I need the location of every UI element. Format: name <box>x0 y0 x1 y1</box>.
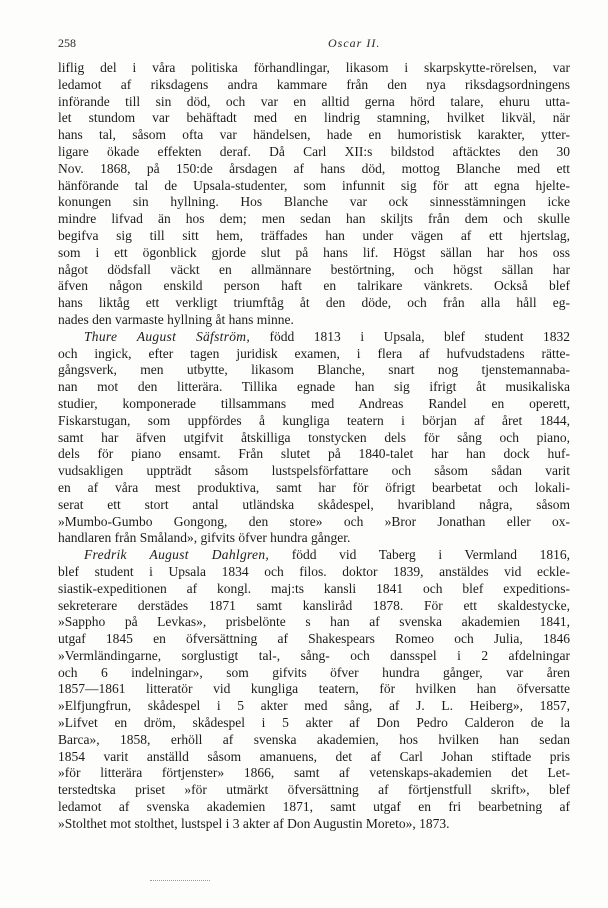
text-line: gångsverk, men utbytte, likasom Blanche, snart nog tjenstemannaba- <box>58 362 570 378</box>
text-line: »Lifvet en dröm, skådespel i 5 akter af Don Pedro Calderon de la <box>58 715 570 731</box>
text-line: som i ett ögonblick gjorde slut på hans lif. Högst sällan har hos oss <box>58 244 570 260</box>
text-line: handlaren från Småland», gifvits öfver hundra gånger. <box>58 530 351 546</box>
running-head: Oscar II. <box>328 36 381 50</box>
text-line: liflig del i våra politiska förhandlingar, likasom i skarpskytte-rörelsen, var <box>58 60 570 75</box>
text-line: sekreterare derstädes 1871 samt kansliråd 1878. För ett skaldestycke, <box>58 597 570 613</box>
page-number: 258 <box>58 36 76 50</box>
footer-rule <box>150 880 210 881</box>
text-line: serat ett stort antal utländska skådespel, hvaribland några, såsom <box>58 496 570 512</box>
text-line: studier, komponerade tillsammans med Andreas Randel en operett, <box>58 395 570 411</box>
text-line: och ingick, efter tagen juridisk examen, i flera af hufvudstadens rätte- <box>58 345 570 361</box>
body-text <box>58 60 570 833</box>
text-line: blef student i Upsala 1834 och filos. doktor 1839, anstäldes vid eckle- <box>58 563 570 579</box>
text-line: införande till sin död, och var en alltid gerna hörd talare, ehuru utta- <box>58 93 570 109</box>
text-line: Fiskarstugan, som uppfördes å kungliga teatern i början af året 1844, <box>58 412 570 428</box>
text-line: Barca», 1858, erhöll af svenska akademien, hos hvilken han sedan <box>58 731 570 747</box>
person-name: Fredrik August Dahlgren, <box>84 547 270 563</box>
text-line: Nov. 1868, på 150:de årsdagen af hans död, mottog Blanche med ett <box>58 160 570 176</box>
text-line: 1854 varit anställd såsom amanuens, det af Carl Johan stiftade pris <box>58 748 570 764</box>
text-line <box>58 547 570 564</box>
text-line: ledamot af svenska akademien 1871, samt utgaf en fri bearbetning af <box>58 799 570 815</box>
text-line: »Elfjungfrun, skådespel i 5 akter med sång, af J. L. Heiberg», 1857, <box>58 698 570 714</box>
text-line: »för litterära förtjenster» 1866, samt af vetenskaps-akademien det Let- <box>58 765 570 781</box>
line-text: född 1813 i Upsala, blef student 1832 <box>269 328 570 344</box>
text-line: »Sappho på Levkas», prisbelönte s han af svenska akademien 1841, <box>58 614 570 630</box>
text-line: hänförande tal de Upsala-studenter, som infunnit sig för att egna hjelte- <box>58 177 570 193</box>
text-line: 1857—1861 litteratör vid kungliga teatern, för hvilken han öfversatte <box>58 681 570 697</box>
text-line: hans tal, såsom ofta var händelsen, hade en humoristisk karakter, ytter- <box>58 127 570 143</box>
text-line: samt har äfven utgifvit åtskilliga tonstycken dels för sång och piano, <box>58 429 570 445</box>
text-line: begifva sig till sitt hem, träffades han under vägen af ett hjertslag, <box>58 227 570 243</box>
line-text: född vid Taberg i Vermland 1816, <box>291 547 570 563</box>
text-line <box>58 329 570 346</box>
text-line: utgaf 1845 en öfversättning af Shakespears Romeo och Julia, 1846 <box>58 631 570 647</box>
text-line: let stundom var behäftadt med en lindrig stamning, hvilket likväl, när <box>58 110 570 126</box>
text-line: ledamot af riksdagens andra kammare från den nya riksdagsordningens <box>58 76 570 92</box>
text-line: hans liktåg ett verkligt triumftåg åt den döde, och från alla håll eg- <box>58 295 570 311</box>
text-line: äfven någon enskild person haft en talrikare vänkrets. Också blef <box>58 278 570 294</box>
text-line: ligare ökade effekten deraf. Då Carl XII:s bildstod aftäcktes den 30 <box>58 143 570 159</box>
text-line: dels för piano ensamt. Från slutet på 1840-talet har han dock huf- <box>58 446 570 462</box>
paragraph-safstrom <box>58 329 570 547</box>
text-line: och 6 indelningar», som gifvits öfver hundra gånger, var åren <box>58 664 570 680</box>
text-line: »Stolthet mot stolthet, lustspel i 3 akter af Don Augustin Moreto», 1873. <box>58 815 450 831</box>
text-line: mindre lifvad än hos dem; men sedan han skiljts från dem och skulle <box>58 211 570 227</box>
text-line: nan mot den litterära. Tillika egnade han sig ifrigt åt musikaliska <box>58 379 570 395</box>
text-line: något dödsfall väckt en allmännare bestörtning, och högst sällan har <box>58 261 570 277</box>
paragraph-blanche <box>58 60 570 329</box>
text-line: terstedtska priset »för utmärkt öfversättning af förtjenstfull skrift», blef <box>58 782 570 798</box>
person-name: Thure August Säfström, <box>84 328 251 344</box>
paragraph-dahlgren <box>58 547 570 833</box>
text-line: konungen sin hyllning. Hos Blanche var ock sinnesstämningen icke <box>58 194 570 210</box>
text-line: »Vermländingarne, sorglustigt tal-, sång- och dansspel i 2 afdelningar <box>58 647 570 663</box>
page-header <box>58 36 570 54</box>
text-line: vudsakligen uppträdt såsom lustspelsförfattare och såsom sådan varit <box>58 463 570 479</box>
text-line: en af våra mest produktiva, samt har för öfrigt bearbetat och lokali- <box>58 479 570 495</box>
text-line: nades den varmaste hyllning åt hans minne. <box>58 311 294 327</box>
text-line: »Mumbo-Gumbo Gongong, den store» och »Bror Jonathan eller ox- <box>58 513 570 529</box>
text-line: siastik-expeditionen af kongl. maj:ts kansli 1841 och blef expeditions- <box>58 580 570 596</box>
